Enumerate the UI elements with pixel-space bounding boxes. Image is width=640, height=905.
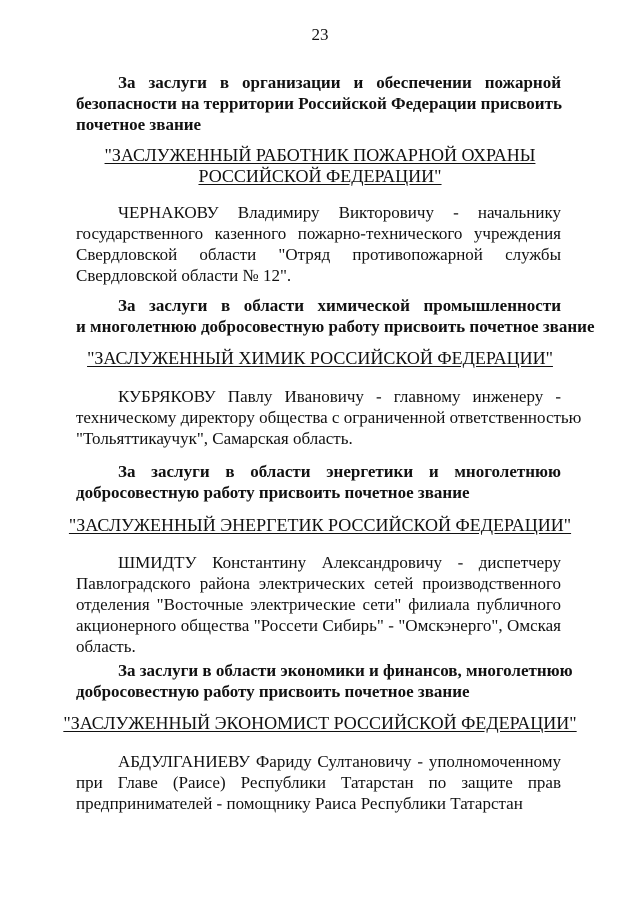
award-line: область. (76, 637, 136, 656)
award-line: "Тольяттикаучук", Самарская область. (76, 429, 353, 448)
intro-line: За заслуги в области энергетики и многолетнюю (118, 462, 561, 481)
title-line: РОССИЙСКОЙ ФЕДЕРАЦИИ" (198, 166, 442, 186)
title-line: "ЗАСЛУЖЕННЫЙ ЭКОНОМИСТ РОССИЙСКОЙ ФЕДЕРАЦИИ" (63, 713, 577, 733)
section-1-award (76, 202, 561, 286)
section-2-award (76, 386, 582, 449)
section-3-intro (76, 461, 561, 503)
intro-line: почетное звание (76, 115, 202, 134)
intro-line: и многолетнюю добросовестную работу присвоить почетное звание (76, 317, 595, 336)
title-line: "ЗАСЛУЖЕННЫЙ РАБОТНИК ПОЖАРНОЙ ОХРАНЫ (104, 145, 536, 165)
section-1-intro (76, 72, 561, 135)
award-line: АБДУЛГАНИЕВУ Фариду Султановичу - уполномоченному (118, 752, 561, 771)
section-3-award (76, 552, 561, 657)
award-line: акционерного общества "Россети Сибирь" - "Омскэнерго", Омская (76, 616, 561, 635)
award-line: отделения "Восточные электрические сети" филиала публичного (76, 595, 561, 614)
award-line: предпринимателей - помощнику Раиса Республики Татарстан (76, 794, 523, 813)
award-line: техническому директору общества с ограниченной ответственностью (76, 408, 582, 427)
intro-line: добросовестную работу присвоить почетное звание (76, 483, 470, 502)
section-3-title (0, 515, 640, 536)
section-4-award (76, 751, 561, 814)
award-line: ЧЕРНАКОВУ Владимиру Викторовичу - начальнику (118, 203, 561, 222)
intro-line: За заслуги в организации и обеспечении пожарной (118, 73, 561, 92)
intro-line: безопасности на территории Российской Федерации присвоить (76, 94, 562, 113)
section-2-title (0, 348, 640, 369)
section-4-intro (76, 660, 573, 702)
section-2-intro (76, 295, 595, 337)
intro-line: добросовестную работу присвоить почетное звание (76, 682, 470, 701)
award-line: Свердловской области "Отряд противопожарной службы (76, 245, 561, 264)
award-line: государственного казенного пожарно-технического учреждения (76, 224, 561, 243)
intro-line: За заслуги в области экономики и финансов, многолетнюю (118, 661, 573, 680)
award-line: Павлоградского района электрических сетей производственного (76, 574, 561, 593)
title-line: "ЗАСЛУЖЕННЫЙ ЭНЕРГЕТИК РОССИЙСКОЙ ФЕДЕРАЦИИ" (68, 515, 572, 535)
intro-line: За заслуги в области химической промышленности (118, 296, 561, 315)
section-4-title (0, 713, 640, 734)
award-line: Свердловской области № 12". (76, 266, 292, 285)
award-line: ШМИДТУ Константину Александровичу - диспетчеру (118, 553, 561, 572)
page-number: 23 (311, 25, 329, 44)
award-line: КУБРЯКОВУ Павлу Ивановичу - главному инженеру - (118, 387, 561, 406)
award-line: при Главе (Раисе) Республики Татарстан по защите прав (76, 773, 561, 792)
section-1-title (0, 145, 640, 187)
title-line: "ЗАСЛУЖЕННЫЙ ХИМИК РОССИЙСКОЙ ФЕДЕРАЦИИ" (87, 348, 553, 368)
